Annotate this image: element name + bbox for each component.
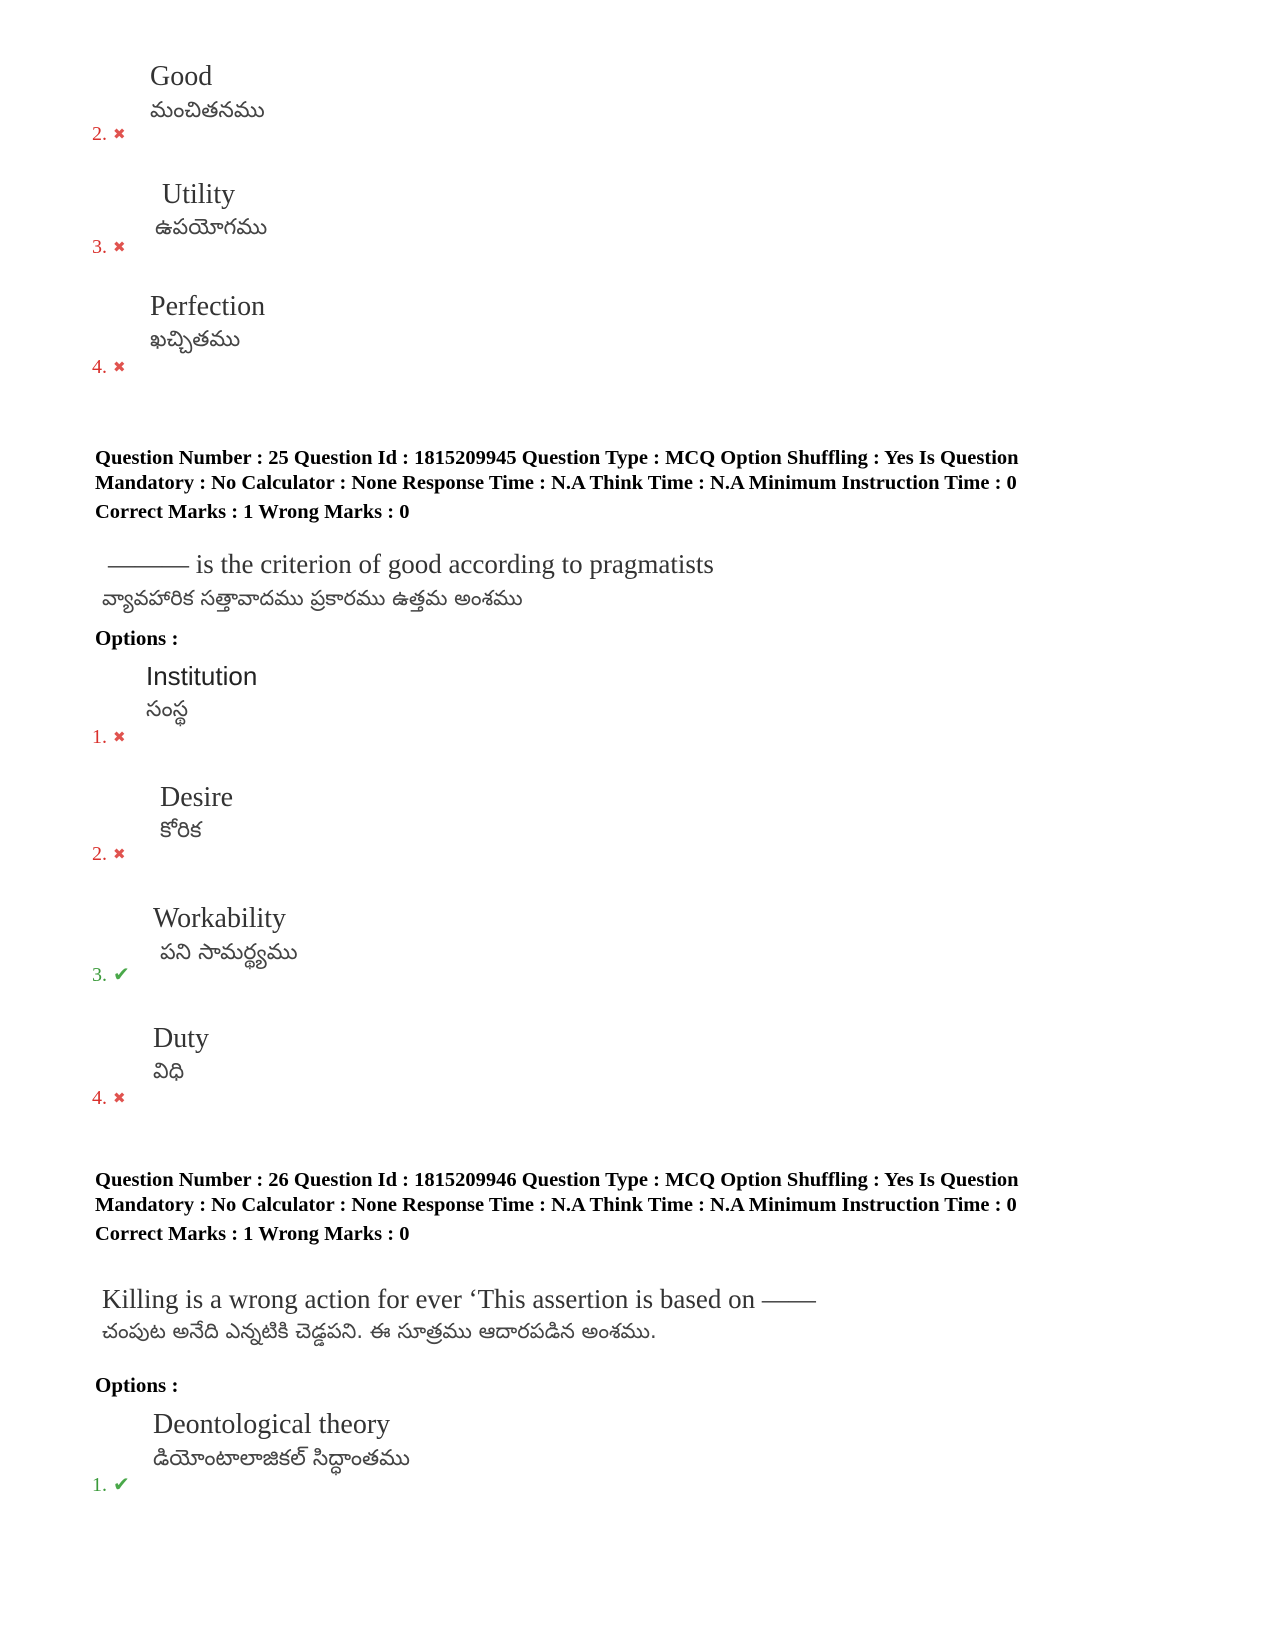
question-meta-line1: Question Number : 25 Question Id : 1815209945 Question Type : MCQ Option Shuffling : Yes Is Question bbox=[95, 447, 1019, 469]
option-number-label: 3. bbox=[92, 236, 107, 258]
option-text-te: ఖచ్చితము bbox=[150, 327, 241, 352]
option-number-label: 2. bbox=[92, 123, 107, 145]
wrong-mark-icon: ✖ bbox=[113, 845, 126, 863]
option-number bbox=[92, 124, 126, 144]
option-number-label: 4. bbox=[92, 356, 107, 378]
correct-mark-icon: ✔ bbox=[113, 962, 130, 986]
option-text-en: Duty bbox=[153, 1023, 209, 1054]
option-text-te: విధి bbox=[153, 1059, 185, 1084]
option-number bbox=[92, 844, 126, 864]
option-text-te: కోరిక bbox=[160, 818, 202, 843]
question-text-te: చంపుట అనేది ఎన్నటికి చెడ్డపని. ఈ సూత్రము ఆదారపడిన అంశము. bbox=[102, 1319, 657, 1343]
option-number bbox=[92, 1088, 126, 1108]
question-text-te: వ్యావహారిక సత్తావాదము ప్రకారము ఉత్తమ అంశము bbox=[102, 586, 523, 610]
option-text-en: Utility bbox=[162, 179, 236, 210]
option-number bbox=[92, 1474, 130, 1495]
option-text-te: డియోంటాలాజికల్ సిద్ధాంతము bbox=[153, 1446, 411, 1471]
question-meta-line2: Mandatory : No Calculator : None Response Time : N.A Think Time : N.A Minimum Instruction Time : 0 bbox=[95, 472, 1017, 494]
option-number-label: 1. bbox=[92, 726, 107, 748]
option-text-en: Institution bbox=[146, 661, 258, 691]
correct-mark-icon: ✔ bbox=[113, 1472, 130, 1496]
option-number bbox=[92, 357, 126, 377]
option-text-te: పని సామర్థ్యము bbox=[160, 940, 298, 965]
question-marks: Correct Marks : 1 Wrong Marks : 0 bbox=[95, 501, 410, 523]
wrong-mark-icon: ✖ bbox=[113, 1089, 126, 1107]
options-label: Options : bbox=[95, 626, 179, 650]
option-text-en: Deontological theory bbox=[153, 1409, 391, 1440]
option-text-en: Perfection bbox=[150, 291, 266, 322]
option-text-en: Desire bbox=[160, 782, 234, 813]
question-text-en: Killing is a wrong action for ever ‘This assertion is based on —— bbox=[102, 1284, 816, 1314]
question-meta-line2: Mandatory : No Calculator : None Response Time : N.A Think Time : N.A Minimum Instruction Time : 0 bbox=[95, 1194, 1017, 1216]
option-number bbox=[92, 727, 126, 747]
option-number bbox=[92, 237, 126, 257]
option-number-label: 2. bbox=[92, 843, 107, 865]
question-text-en: ——— is the criterion of good according to pragmatists bbox=[108, 549, 714, 579]
option-text-te: సంస్థ bbox=[146, 697, 189, 722]
question-marks: Correct Marks : 1 Wrong Marks : 0 bbox=[95, 1223, 410, 1245]
options-label: Options : bbox=[95, 1373, 179, 1397]
option-text-te: మంచితనము bbox=[150, 98, 265, 123]
option-number-label: 3. bbox=[92, 964, 107, 986]
wrong-mark-icon: ✖ bbox=[113, 358, 126, 376]
wrong-mark-icon: ✖ bbox=[113, 125, 126, 143]
wrong-mark-icon: ✖ bbox=[113, 238, 126, 256]
option-number-label: 4. bbox=[92, 1087, 107, 1109]
option-number-label: 1. bbox=[92, 1474, 107, 1496]
wrong-mark-icon: ✖ bbox=[113, 728, 126, 746]
option-text-en: Good bbox=[150, 61, 213, 92]
option-text-te: ఉపయోగము bbox=[155, 215, 268, 240]
option-number bbox=[92, 964, 130, 985]
question-meta-line1: Question Number : 26 Question Id : 1815209946 Question Type : MCQ Option Shuffling : Yes Is Question bbox=[95, 1169, 1019, 1191]
option-text-en: Workability bbox=[153, 903, 287, 934]
